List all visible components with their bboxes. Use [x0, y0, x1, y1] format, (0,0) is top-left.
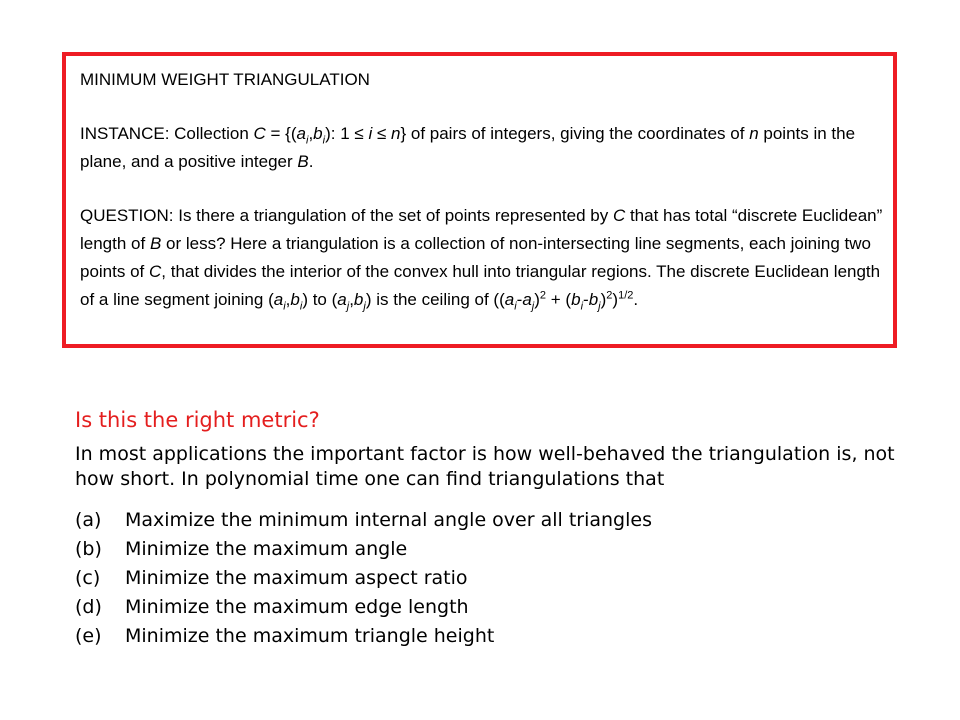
- list-item: [75, 622, 935, 651]
- instance-var: n: [391, 124, 401, 143]
- list-item-text: Minimize the maximum triangle height: [125, 625, 495, 647]
- question-text: .: [633, 290, 639, 309]
- instance-text: = {(: [265, 124, 297, 143]
- question-text: -: [583, 290, 589, 309]
- list-item: [75, 506, 935, 535]
- question-text: ): [534, 290, 540, 309]
- question-text: ) is the ceiling of ((: [365, 290, 505, 309]
- question-var: B: [149, 234, 162, 253]
- question-var: b: [290, 290, 300, 309]
- list-item: [75, 593, 935, 622]
- list-item-text: Minimize the maximum aspect ratio: [125, 567, 468, 589]
- list-item: [75, 535, 935, 564]
- instance-var: B: [297, 152, 309, 171]
- instance-text: points in the plane, and a positive integer: [80, 124, 856, 171]
- discussion: [75, 408, 935, 651]
- list-item-text: Minimize the maximum edge length: [125, 596, 469, 618]
- list-item-label: (d): [75, 596, 102, 618]
- discussion-paragraph: In most applications the important factor is how well-behaved the triangulation is, not how short. In polynomial time one can find triangulations that: [75, 443, 895, 490]
- problem-title: MINIMUM WEIGHT TRIANGULATION: [80, 70, 370, 89]
- question-var: b: [588, 290, 599, 309]
- question-var: C: [149, 262, 162, 281]
- instance-text: .: [308, 152, 314, 171]
- question-var: b: [353, 290, 364, 309]
- question-text: , that divides the interior of the convex hull into triangular regions. The discrete Euclidean length of a line segment joining (: [80, 262, 881, 309]
- instance-var: n: [749, 124, 759, 143]
- instance-text: } of pairs of integers, giving the coordinates of: [400, 124, 750, 143]
- instance-text: ): 1 ≤: [325, 124, 369, 143]
- instance-subscript: i: [305, 134, 309, 147]
- question-var: C: [612, 206, 626, 225]
- question-text: ) to (: [302, 290, 338, 309]
- question-text: ): [600, 290, 607, 309]
- discussion-question: Is this the right metric?: [75, 408, 320, 432]
- question-text: ,: [285, 290, 291, 309]
- instance-text: INSTANCE: Collection: [80, 124, 254, 143]
- instance-subscript: i: [322, 134, 326, 147]
- instance-var: C: [253, 124, 266, 143]
- question-var: a: [273, 290, 284, 309]
- question-text: or less? Here a triangulation is a collection of non-intersecting line segments, each joining two points of: [80, 234, 871, 281]
- list-item-label: (a): [75, 509, 102, 531]
- instance-paragraph: [80, 120, 883, 176]
- question-subscript: j: [531, 300, 535, 313]
- list-item-text: Maximize the minimum internal angle over all triangles: [125, 509, 652, 531]
- list-item-label: (b): [75, 538, 102, 560]
- question-var: a: [522, 290, 532, 309]
- question-subscript: i: [514, 300, 517, 313]
- question-superscript: 2: [539, 289, 547, 302]
- question-subscript: i: [299, 300, 303, 313]
- question-text: -: [516, 290, 523, 309]
- instance-text: ≤: [372, 124, 391, 143]
- question-subscript: j: [363, 300, 366, 313]
- question-text: ,: [349, 290, 354, 309]
- question-var: a: [337, 290, 347, 309]
- list-item-label: (c): [75, 567, 101, 589]
- question-subscript: i: [580, 300, 584, 313]
- question-text: QUESTION: Is there a triangulation of the set of points represented by: [80, 206, 613, 225]
- criteria-list: [75, 506, 935, 651]
- instance-var: a: [296, 124, 306, 143]
- list-item-text: Minimize the maximum angle: [125, 538, 408, 560]
- question-superscript: 2: [606, 289, 613, 302]
- question-superscript: 1/2: [618, 289, 634, 302]
- instance-var: b: [313, 124, 323, 143]
- instance-var: i: [368, 124, 373, 143]
- problem-box: [62, 52, 897, 348]
- problem-text: [80, 66, 883, 314]
- question-subscript: j: [346, 300, 350, 313]
- question-text: that has total “discrete Euclidean” length of: [80, 206, 883, 253]
- question-var: a: [504, 290, 515, 309]
- instance-text: ,: [308, 124, 314, 143]
- list-item: [75, 564, 935, 593]
- question-text: + (: [546, 290, 572, 309]
- question-var: b: [571, 290, 581, 309]
- question-subscript: j: [598, 300, 601, 313]
- question-paragraph: [80, 202, 883, 314]
- question-subscript: i: [283, 300, 286, 313]
- list-item-label: (e): [75, 625, 102, 647]
- question-text: ): [612, 290, 619, 309]
